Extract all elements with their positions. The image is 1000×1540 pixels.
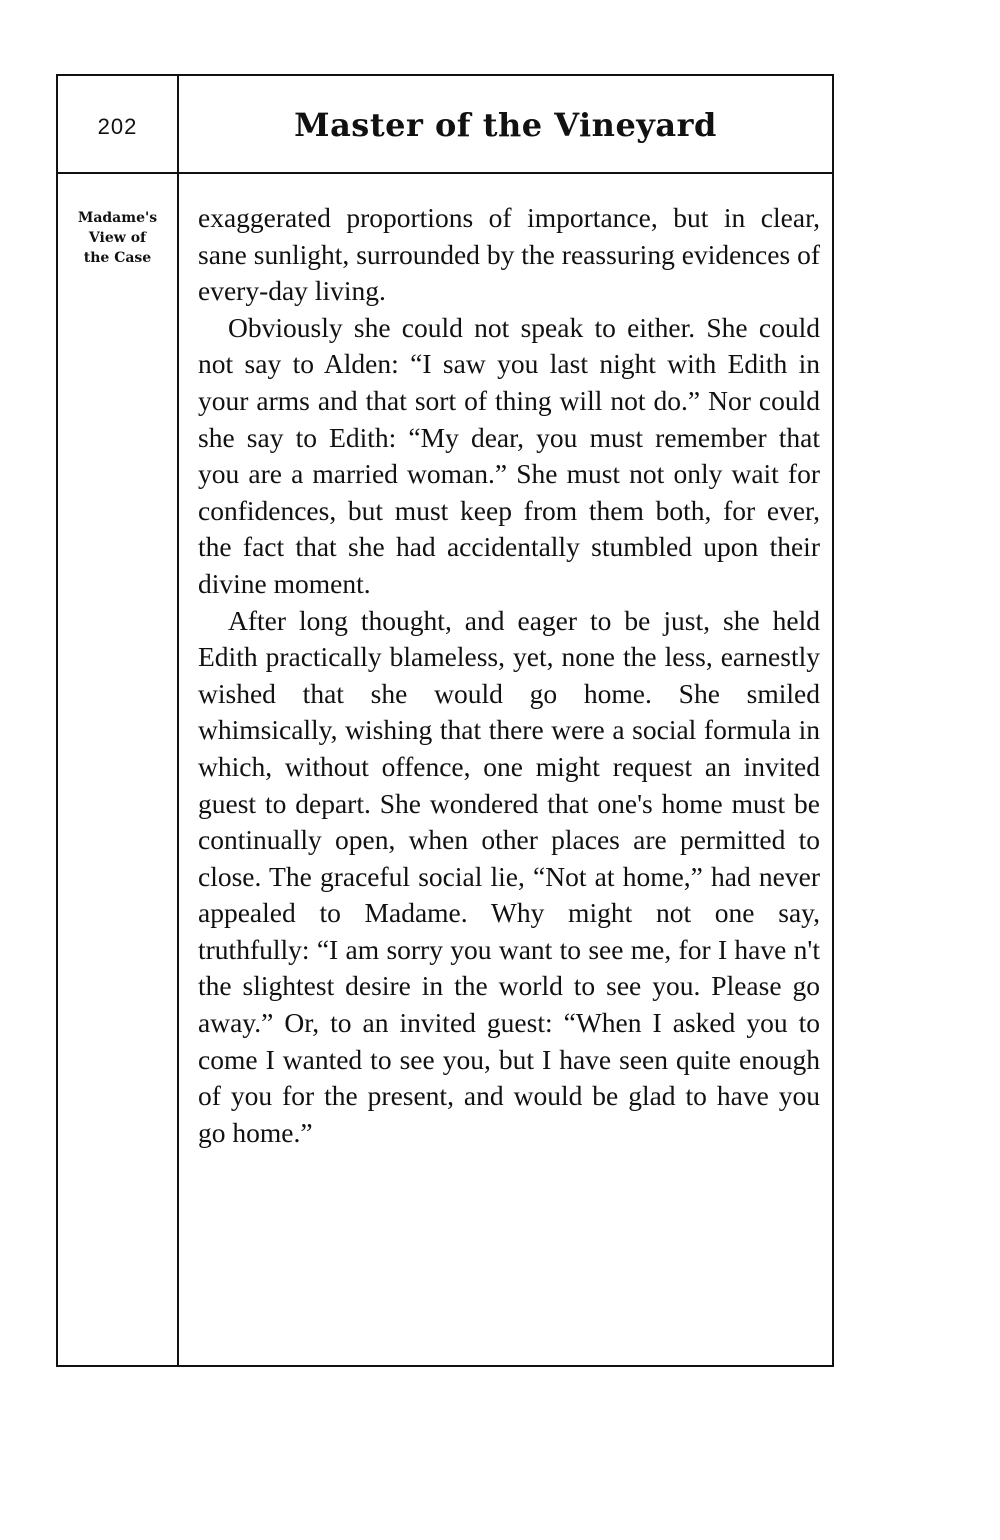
running-head: Master of the Vineyard	[294, 106, 717, 144]
margin-divider	[177, 76, 179, 1367]
side-note	[62, 208, 173, 268]
side-note-line: View of	[88, 230, 147, 246]
side-note-line: the Case	[83, 250, 152, 266]
body-text	[198, 200, 820, 1151]
side-note-line: Madame's	[77, 210, 158, 226]
header-divider	[58, 172, 832, 174]
paragraph-continued: exaggerated proportions of importance, but in clear, sane sunlight, surrounded by the reassuring evidences of every-day living.	[198, 202, 820, 307]
page-frame	[56, 74, 834, 1367]
paragraph: Obviously she could not speak to either. She could not say to Alden: “I saw you last night with Edith in your arms and that sort of thing will not do.” Nor could she say to Edith: “My dear, you must remember that you are a married woman.” She must not only wait for confidences, but must keep from them both, for ever, the fact that she had accidentally stumbled upon their divine moment.	[198, 311, 820, 599]
paragraph: After long thought, and eager to be just, she held Edith practically blameless, yet, none the less, earnestly wished that she would go home. She smiled whimsically, wishing that there were a social formula in which, without offence, one might request an invited guest to depart. She wondered that one's home must be continually open, when other places are permitted to close. The graceful social lie, “Not at home,” had never appealed to Madame. Why might not one say, truthfully: “I am sorry you want to see me, for I have n't the slightest desire in the world to see you. Please go away.” Or, to an invited guest: “When I asked you to come I wanted to see you, but I have seen quite enough of you for the present, and would be glad to have you go home.”	[198, 604, 820, 1148]
page-number: 202	[97, 114, 138, 139]
